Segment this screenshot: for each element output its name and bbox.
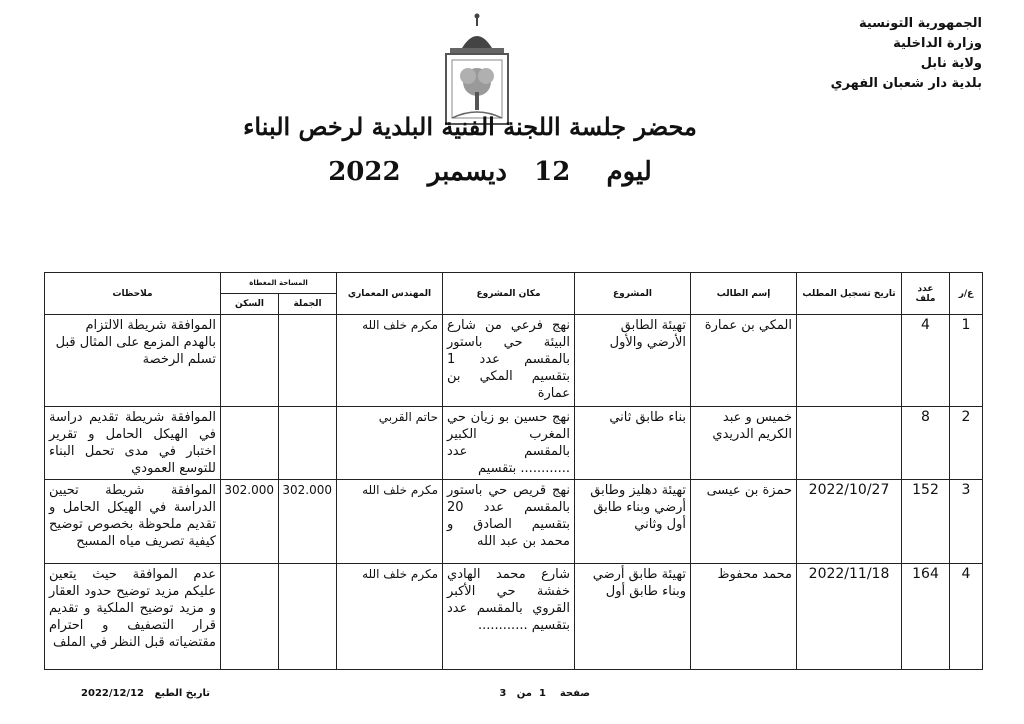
cell-architect: مكرم خلف الله xyxy=(337,480,443,564)
republic-name: الجمهورية التونسية xyxy=(858,16,982,31)
cell-area-residential xyxy=(221,315,279,407)
cell-reg-date: 2022/10/27 xyxy=(797,480,902,564)
print-date-label: تاريخ الطبع xyxy=(154,688,210,699)
col-header-notes: ملاحظات xyxy=(45,273,221,315)
col-header-location: مكان المشروع xyxy=(443,273,575,315)
cell-area-total xyxy=(279,564,337,670)
cell-area-total: 302.000 xyxy=(279,480,337,564)
page-of-label: من xyxy=(516,688,532,699)
permits-table xyxy=(44,272,983,670)
col-header-project: المشروع xyxy=(575,273,691,315)
print-date xyxy=(40,688,210,699)
cell-notes: الموافقة شريطة تقديم دراسة في الهيكل الحامل و تقرير اختبار في مدى تحمل البناء للتوسع العمودي xyxy=(45,407,221,480)
document-title: محضر جلسة اللجنة الفنية البلدية لرخص البناء xyxy=(243,112,697,141)
cell-applicant: خميس و عبد الكريم الدريدي xyxy=(691,407,797,480)
cell-file-no: 152 xyxy=(902,480,950,564)
col-header-architect: المهندس المعماري xyxy=(337,273,443,315)
cell-reg-date xyxy=(797,407,902,480)
cell-architect: مكرم خلف الله xyxy=(337,315,443,407)
page-label: صفحة xyxy=(559,688,590,699)
cell-location: شارع محمد الهادي خفشة حي الأكبر القروي بالمقسم عدد بتقسيم ............ xyxy=(443,564,575,670)
date-day: 12 xyxy=(534,157,571,187)
date-month: ديسمبر xyxy=(427,157,507,187)
col-header-applicant: إسم الطالب xyxy=(691,273,797,315)
cell-applicant: حمزة بن عيسى xyxy=(691,480,797,564)
cell-applicant: المكي بن عمارة xyxy=(691,315,797,407)
cell-area-residential: 302.000 xyxy=(221,480,279,564)
cell-project: بناء طابق ثاني xyxy=(575,407,691,480)
cell-project: تهيئة دهليز وطابق أرضي وبناء طابق أول وثاني xyxy=(575,480,691,564)
col-header-reg-date: تاريخ تسجيل المطلب xyxy=(797,273,902,315)
cell-reg-date xyxy=(797,315,902,407)
cell-project: تهيئة الطابق الأرضي والأول xyxy=(575,315,691,407)
page-total: 3 xyxy=(499,688,507,699)
date-year: 2022 xyxy=(328,157,401,187)
page-current: 1 xyxy=(538,688,546,699)
col-header-file-no: عدد ملف xyxy=(902,273,950,315)
col-header-area-residential: السكن xyxy=(221,294,279,315)
header-organization xyxy=(762,14,982,94)
cell-location: نهج فرعي من شارع البيئة حي باستور بالمقسم عدد 1 بتقسيم المكي بن عمارة xyxy=(443,315,575,407)
cell-index: 4 xyxy=(950,564,983,670)
ministry-name: وزارة الداخلية xyxy=(893,36,982,51)
cell-index: 2 xyxy=(950,407,983,480)
cell-area-residential xyxy=(221,407,279,480)
date-prefix: ليوم xyxy=(606,157,652,187)
cell-area-residential xyxy=(221,564,279,670)
table-row xyxy=(45,480,983,564)
cell-location: نهج قريص حي باستور بالمقسم عدد 20 بتقسيم الصادق و محمد بن عبد الله xyxy=(443,480,575,564)
cell-file-no: 164 xyxy=(902,564,950,670)
cell-notes: عدم الموافقة حيث يتعين عليكم مزيد توضيح حدود العقار و مزيد توضيح الملكية و تقديم قرار التصفيف و احترام مقتضياته قبل النظر في الملف xyxy=(45,564,221,670)
col-header-index: ع/ر xyxy=(950,273,983,315)
cell-index: 3 xyxy=(950,480,983,564)
cell-location: نهج حسين بو زيان حي المغرب الكبير بالمقسم عدد ............ بتقسيم xyxy=(443,407,575,480)
table-header-row xyxy=(45,273,983,294)
cell-area-total xyxy=(279,407,337,480)
col-header-area-total: الجملة xyxy=(279,294,337,315)
table-row xyxy=(45,564,983,670)
cell-reg-date: 2022/11/18 xyxy=(797,564,902,670)
municipality-name: بلدية دار شعبان الفهري xyxy=(830,76,982,91)
cell-file-no: 4 xyxy=(902,315,950,407)
cell-file-no: 8 xyxy=(902,407,950,480)
cell-area-total xyxy=(279,315,337,407)
page-number xyxy=(440,688,590,699)
cell-notes: الموافقة شريطة الالتزام بالهدم المزمع على المثال قبل تسلم الرخصة xyxy=(45,315,221,407)
governorate-name: ولاية نابل xyxy=(920,56,982,71)
print-date-value: 2022/12/12 xyxy=(81,688,144,699)
cell-architect: مكرم خلف الله xyxy=(337,564,443,670)
cell-applicant: محمد محفوظ xyxy=(691,564,797,670)
cell-index: 1 xyxy=(950,315,983,407)
session-date xyxy=(300,157,680,187)
table-row xyxy=(45,407,983,480)
table-row xyxy=(45,315,983,407)
cell-architect: حاتم القربي xyxy=(337,407,443,480)
cell-notes: الموافقة شريطة تحيين الدراسة في الهيكل الحامل و تقديم ملحوظة بخصوص توضيح كيفية تصريف مياه المسبح xyxy=(45,480,221,564)
cell-project: تهيئة طابق أرضي وبناء طابق أول xyxy=(575,564,691,670)
col-header-area: المساحة المغطاة xyxy=(221,273,337,294)
